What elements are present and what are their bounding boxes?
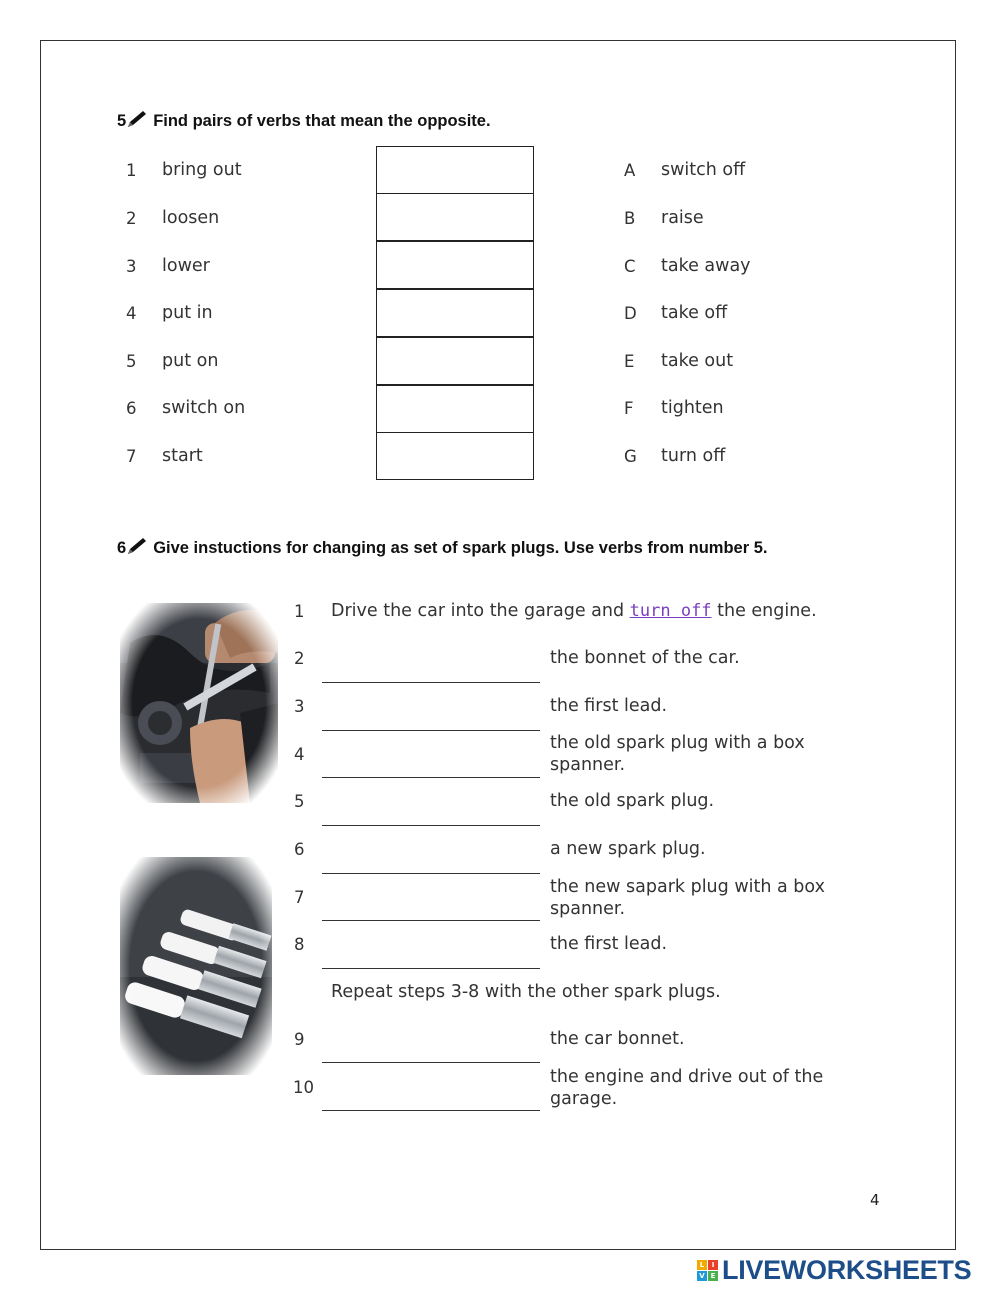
left-item-text: put in [162, 303, 213, 323]
left-item-number: 6 [126, 399, 137, 418]
right-item-letter: C [624, 257, 636, 276]
step-1-sentence [331, 601, 817, 621]
page-number: 4 [870, 1191, 880, 1209]
right-item-letter: D [624, 304, 637, 323]
step-text: the old spark plug with a box spanner. [550, 733, 805, 775]
right-item-text: take out [661, 351, 734, 371]
step-number: 5 [294, 792, 305, 811]
step-text: the first lead. [550, 696, 668, 716]
answer-blank[interactable] [322, 825, 540, 826]
step-number: 10 [293, 1078, 314, 1097]
brand-name: LIVEWORKSHEETS [722, 1254, 972, 1285]
step-number: 1 [294, 602, 305, 621]
answer-blank[interactable] [322, 1062, 540, 1063]
step-text: the engine and drive out of the garage. [550, 1067, 824, 1109]
liveworksheets-logo[interactable] [697, 1255, 971, 1285]
left-item-number: 4 [126, 304, 137, 323]
pencil-icon [126, 536, 148, 556]
step-1-text-after: the engine. [711, 601, 817, 621]
step-text: a new spark plug. [550, 839, 706, 859]
right-item-letter: A [624, 161, 636, 180]
pencil-icon [126, 109, 148, 129]
right-item-text: switch off [661, 160, 746, 180]
right-item-letter: G [624, 447, 637, 466]
step-number: 2 [294, 649, 305, 668]
logo-blocks-icon: L I V E [697, 1260, 718, 1281]
step-1-text-before: Drive the car into the garage and [331, 601, 630, 621]
step-1-answer: turn off [629, 601, 712, 621]
right-item-letter: E [624, 352, 635, 371]
step-number: 8 [294, 935, 305, 954]
mechanic-engine-photo [120, 603, 278, 803]
exercise-6-number: 6 [117, 539, 127, 557]
answer-box[interactable] [376, 193, 534, 241]
right-item-text: take away [661, 256, 751, 276]
left-item-text: put on [162, 351, 219, 371]
step-number: 7 [294, 888, 305, 907]
left-item-number: 5 [126, 352, 137, 371]
right-item-text: raise [661, 208, 704, 228]
answer-box[interactable] [376, 432, 534, 480]
right-item-text: tighten [661, 398, 724, 418]
answer-box[interactable] [376, 146, 534, 194]
left-item-text: bring out [162, 160, 242, 180]
left-item-number: 3 [126, 257, 137, 276]
answer-blank[interactable] [322, 920, 540, 921]
answer-blank[interactable] [322, 873, 540, 874]
answer-blank[interactable] [322, 777, 540, 778]
left-item-text: loosen [162, 208, 220, 228]
step-text: the new sapark plug with a box spanner. [550, 877, 825, 919]
answer-box[interactable] [376, 289, 534, 337]
right-item-text: turn off [661, 446, 726, 466]
step-number: 9 [294, 1030, 305, 1049]
right-item-letter: F [624, 399, 634, 418]
spark-plugs-photo [120, 857, 272, 1075]
step-text: the car bonnet. [550, 1029, 685, 1049]
answer-blank[interactable] [322, 1110, 540, 1111]
step-text: the old spark plug. [550, 791, 715, 811]
left-item-text: start [162, 446, 203, 466]
answer-box[interactable] [376, 241, 534, 289]
step-number: 6 [294, 840, 305, 859]
answer-blank[interactable] [322, 682, 540, 683]
answer-box[interactable] [376, 337, 534, 385]
repeat-note: Repeat steps 3-8 with the other spark plugs. [331, 982, 721, 1002]
left-item-number: 1 [126, 161, 137, 180]
step-text: the first lead. [550, 934, 668, 954]
answer-blank[interactable] [322, 968, 540, 969]
left-item-number: 2 [126, 209, 137, 228]
exercise-5-heading [117, 109, 491, 131]
left-item-text: lower [162, 256, 210, 276]
exercise-5-number: 5 [117, 112, 127, 130]
exercise-6-instruction: Give instuctions for changing as set of spark plugs. Use verbs from number 5. [153, 539, 768, 557]
answer-box[interactable] [376, 385, 534, 433]
answer-blank[interactable] [322, 730, 540, 731]
exercise-5-instruction: Find pairs of verbs that mean the opposite. [153, 112, 491, 130]
step-text: the bonnet of the car. [550, 648, 740, 668]
step-number: 3 [294, 697, 305, 716]
exercise-6-heading [117, 536, 768, 558]
right-item-text: take off [661, 303, 728, 323]
step-number: 4 [294, 745, 305, 764]
left-item-text: switch on [162, 398, 246, 418]
right-item-letter: B [624, 209, 636, 228]
left-item-number: 7 [126, 447, 137, 466]
